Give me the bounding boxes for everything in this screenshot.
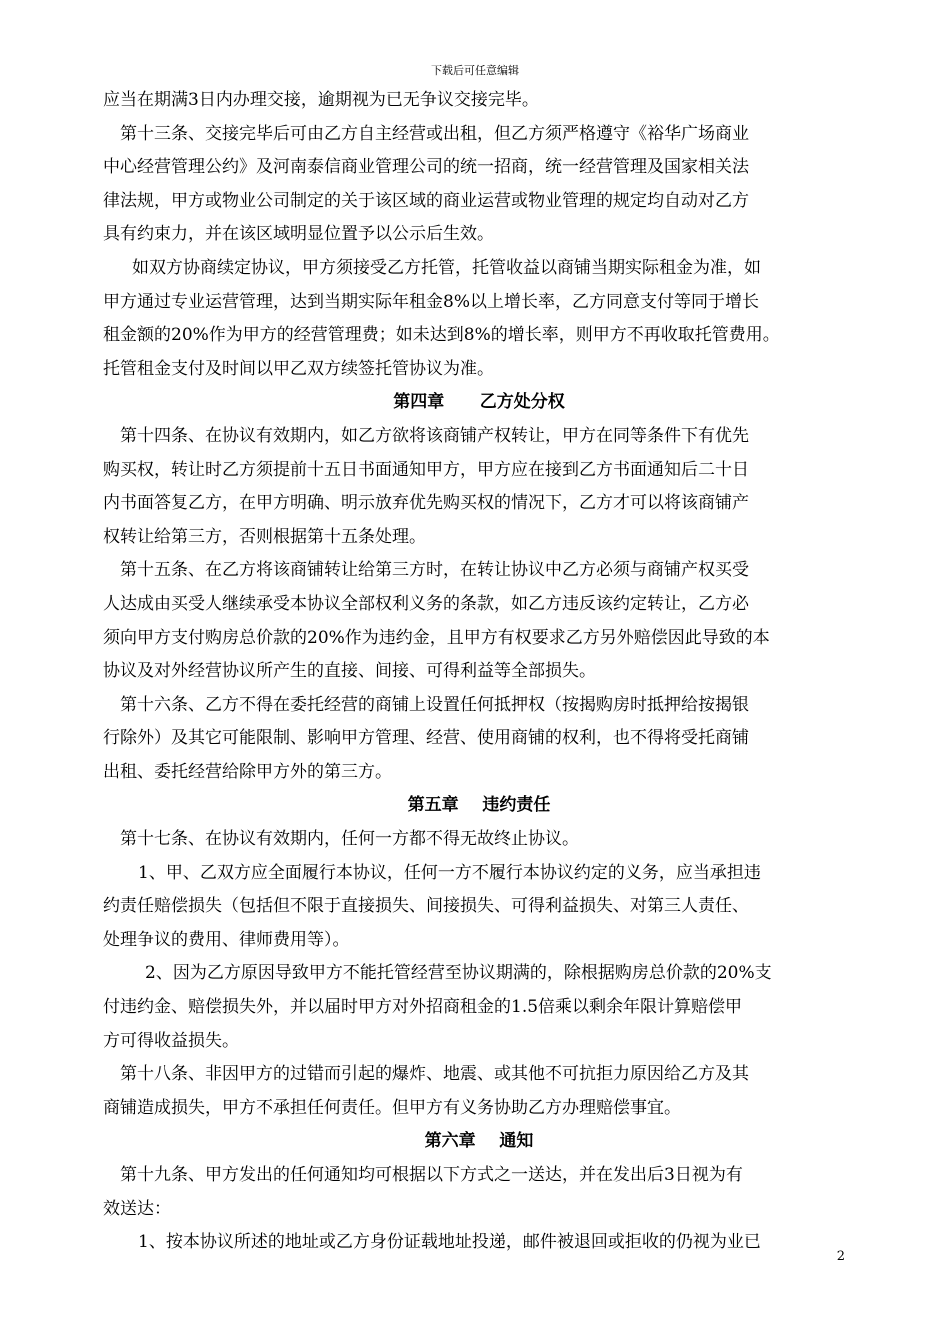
text-line: 协议及对外经营协议所产生的直接、间接、可得利益等全部损失。 [103, 661, 596, 682]
text-line: 如双方协商续定协议，甲方须接受乙方托管，托管收益以商铺当期实际租金为准，如 [132, 257, 761, 278]
text-line: 行除外）及其它可能限制、影响甲方管理、经营、使用商铺的权利，也不得将受托商铺 [103, 728, 749, 749]
text-line: 第十六条、乙方不得在委托经营的商铺上设置任何抵押权（按揭购房时抵押给按揭银 [120, 694, 749, 715]
text-line: 商铺造成损失，甲方不承担任何责任。但甲方有义务协助乙方办理赔偿事宜。 [103, 1097, 681, 1118]
text-line: 托管租金支付及时间以甲乙双方续签托管协议为准。 [103, 358, 494, 379]
page-number: 2 [836, 1249, 845, 1264]
chapter-heading: 第六章 通知 [424, 1131, 534, 1152]
document-body [103, 84, 855, 1260]
text-line: 1、甲、乙双方应全面履行本协议，任何一方不履行本协议约定的义务，应当承担违 [138, 862, 761, 883]
text-line: 第十八条、非因甲方的过错而引起的爆炸、地震、或其他不可抗拒力原因给乙方及其 [120, 1064, 749, 1085]
text-line: 约责任赔偿损失（包括但不限于直接损失、间接损失、可得利益损失、对第三人责任、 [103, 896, 749, 917]
text-line: 律法规，甲方或物业公司制定的关于该区域的商业运营或物业管理的规定均自动对乙方 [103, 190, 749, 211]
text-line: 内书面答复乙方，在甲方明确、明示放弃优先购买权的情况下，乙方才可以将该商铺产 [103, 493, 749, 514]
page-header: 下载后可任意编辑 [431, 64, 519, 77]
text-line: 出租、委托经营给除甲方外的第三方。 [103, 761, 392, 782]
text-line: 中心经营管理公约》及河南泰信商业管理公司的统一招商，统一经营管理及国家相关法 [103, 157, 749, 178]
text-line: 人达成由买受人继续承受本协议全部权利义务的条款，如乙方违反该约定转让，乙方必 [103, 593, 749, 614]
text-line: 第十九条、甲方发出的任何通知均可根据以下方式之一送达，并在发出后3日视为有 [120, 1165, 743, 1185]
text-line: 方可得收益损失。 [103, 1030, 239, 1051]
text-line: 具有约束力，并在该区域明显位置予以公示后生效。 [103, 224, 494, 245]
text-line: 第十三条、交接完毕后可由乙方自主经营或出租，但乙方须严格遵守《裕华广场商业 [120, 123, 749, 144]
text-line: 效送达： [103, 1198, 171, 1219]
text-line: 第十五条、在乙方将该商铺转让给第三方时，在转让协议中乙方必须与商铺产权买受 [120, 560, 749, 581]
text-line: 甲方通过专业运营管理，达到当期实际年租金8%以上增长率，乙方同意支付等同于增长 [103, 291, 759, 312]
text-line: 第十七条、在协议有效期内，任何一方都不得无故终止协议。 [120, 829, 579, 850]
text-line: 2、因为乙方原因导致甲方不能托管经营至协议期满的，除根据购房总价款的20%支 [145, 963, 772, 984]
text-line: 第十四条、在协议有效期内，如乙方欲将该商铺产权转让，甲方在同等条件下有优先 [120, 425, 749, 446]
text-line: 付违约金、赔偿损失外，并以届时甲方对外招商租金的1.5倍乘以剩余年限计算赔偿甲 [103, 997, 743, 1018]
text-line: 购买权，转让时乙方须提前十五日书面通知甲方，甲方应在接到乙方书面通知后二十日 [103, 459, 749, 480]
text-line: 1、按本协议所述的地址或乙方身份证载地址投递，邮件被退回或拒收的仍视为业已 [138, 1232, 761, 1253]
text-line: 须向甲方支付购房总价款的20%作为违约金，且甲方有权要求乙方另外赔偿因此导致的本 [103, 627, 770, 648]
text-line: 应当在期满3日内办理交接，逾期视为已无争议交接完毕。 [103, 90, 539, 110]
chapter-heading: 第五章 违约责任 [407, 795, 551, 816]
chapter-heading: 第四章 乙方处分权 [393, 392, 565, 413]
text-line: 权转让给第三方，否则根据第十五条处理。 [103, 526, 426, 547]
text-line: 租金额的20%作为甲方的经营管理费；如未达到8%的增长率，则甲方不再收取托管费用。 [103, 325, 780, 346]
text-line: 处理争议的费用、律师费用等）。 [103, 929, 350, 950]
